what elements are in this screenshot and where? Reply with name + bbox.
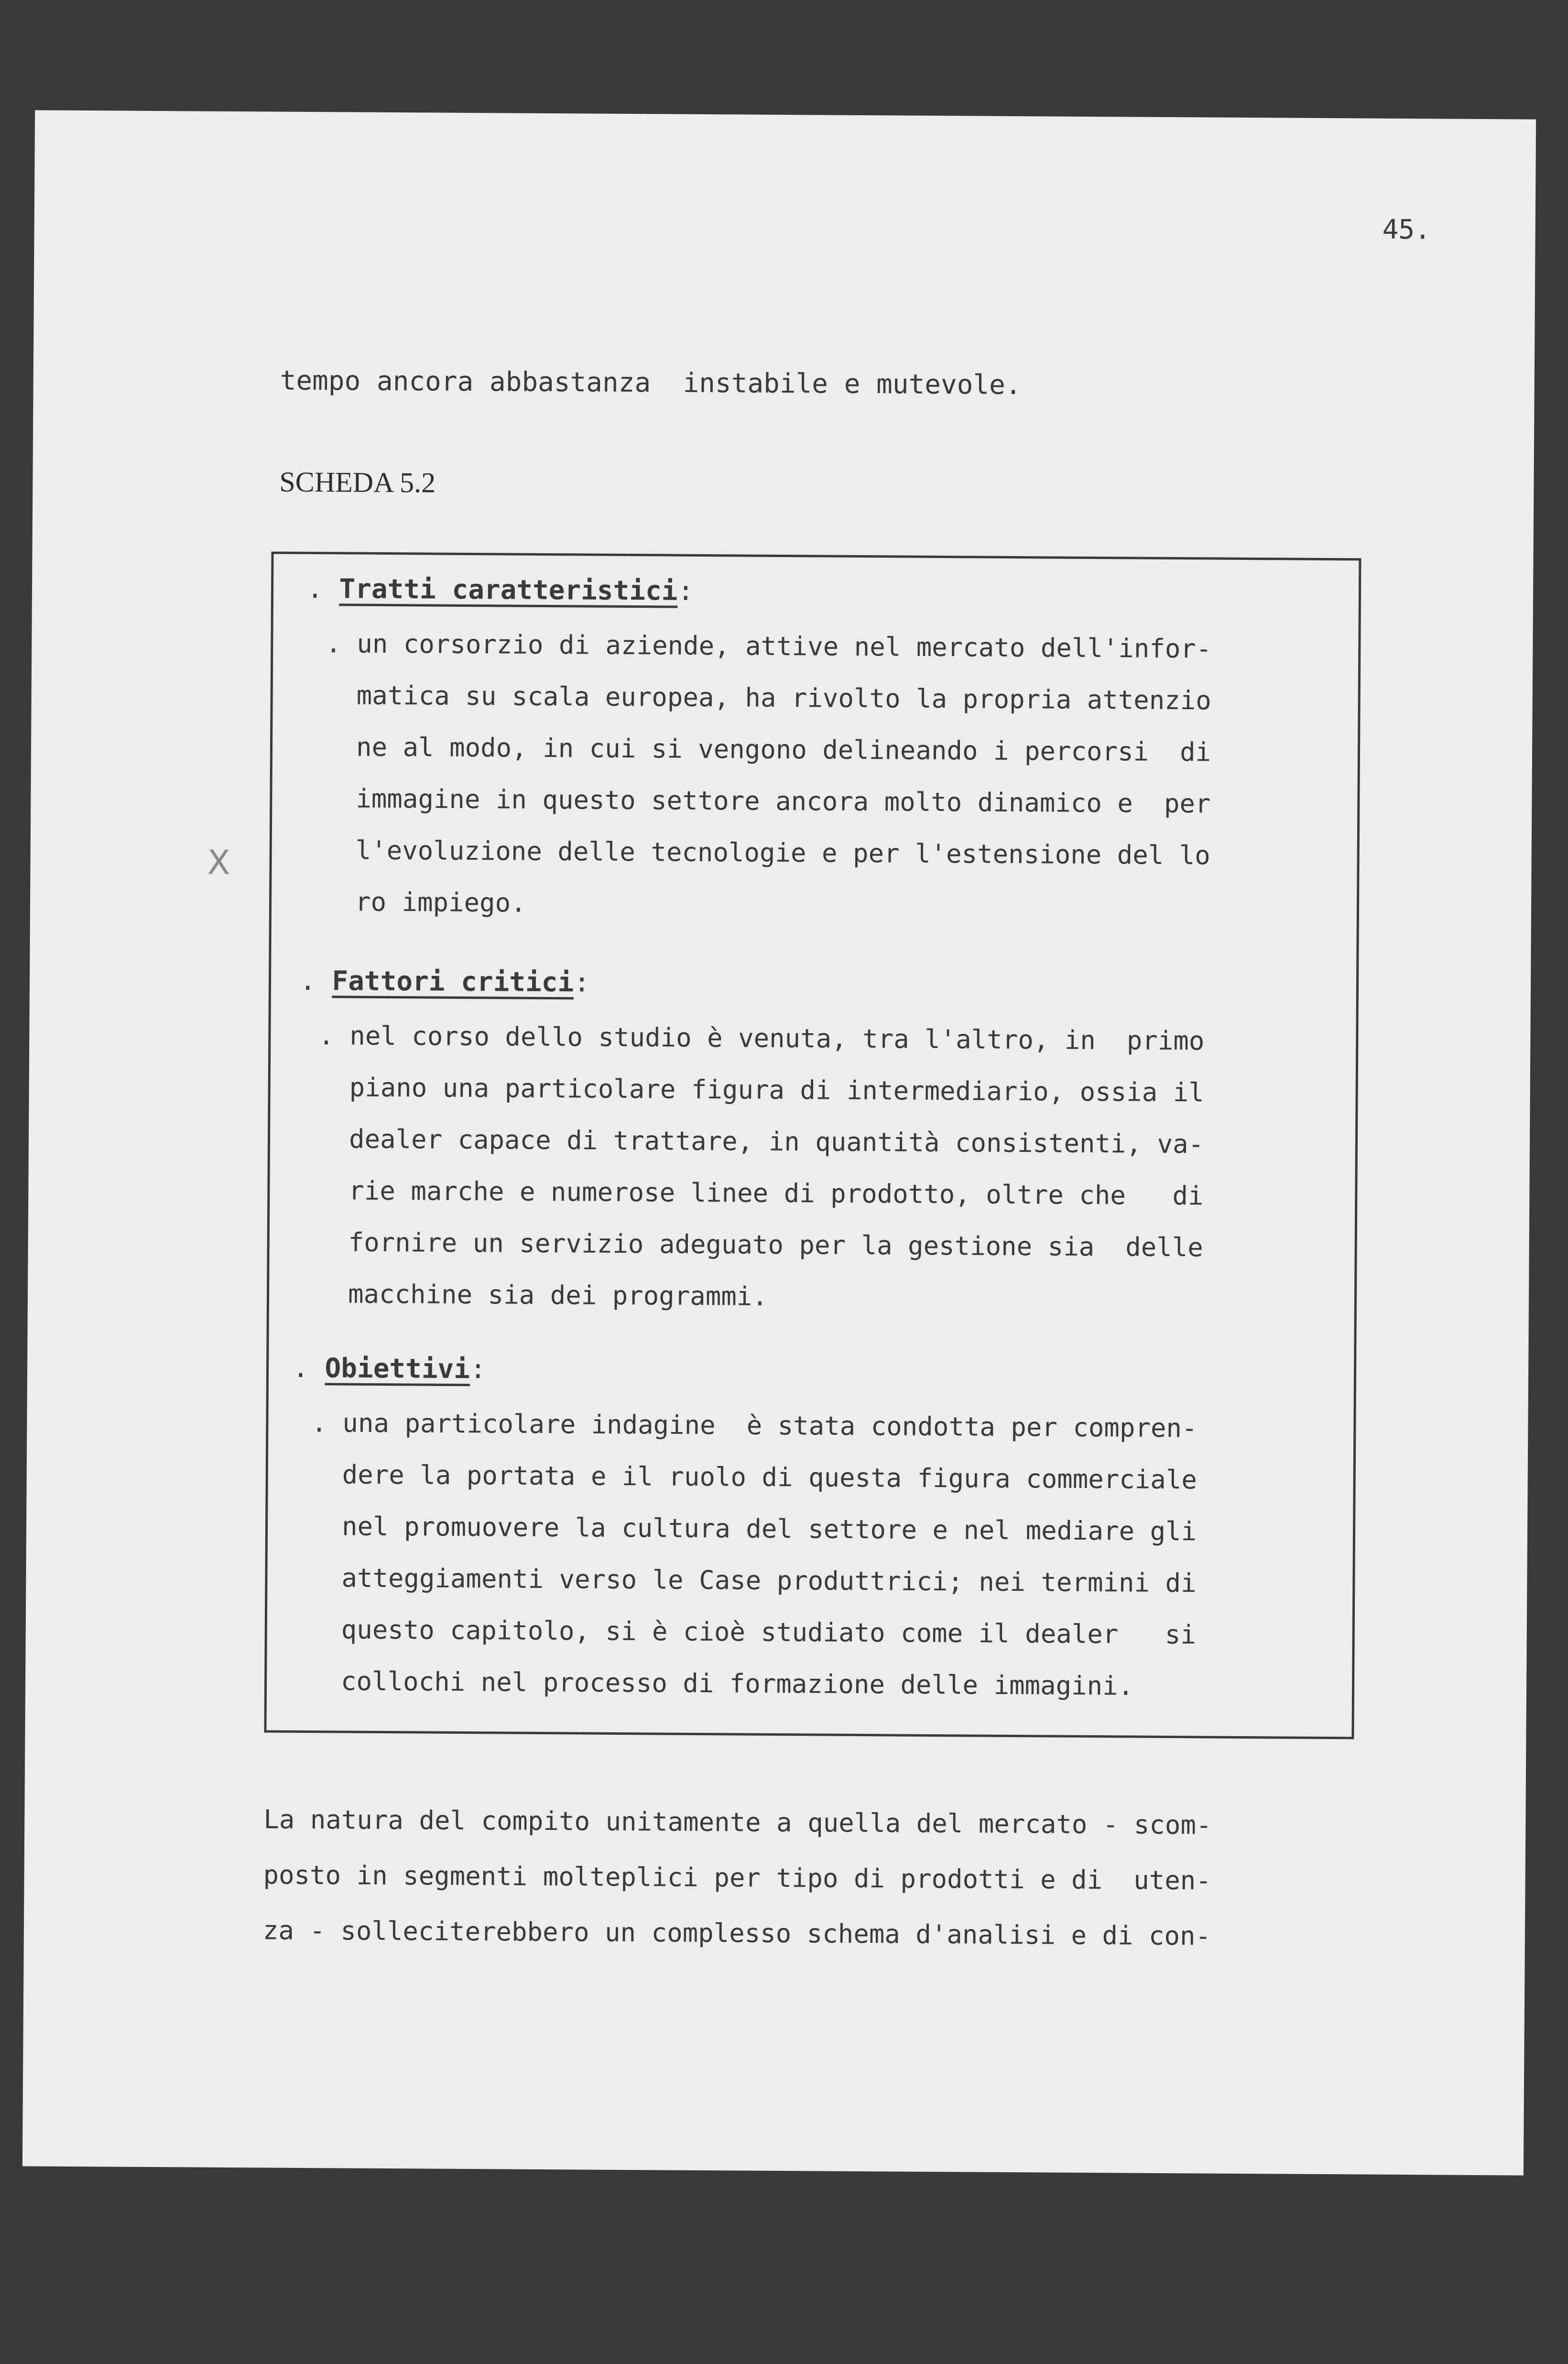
text-line: questo capitolo, si è cioè studiato come il dealer si <box>310 1614 1197 1650</box>
section-tratti-text <box>324 628 1212 943</box>
text-line: rie marche e numerose linee di prodotto, oltre che di <box>317 1175 1204 1211</box>
page-number: 45. <box>1382 214 1431 246</box>
text-line: collochi nel processo di formazione delle immagini. <box>309 1666 1134 1701</box>
section-fattori <box>300 965 590 998</box>
section-colon: : <box>469 1354 486 1385</box>
section-title: Tratti caratteristici <box>339 573 678 607</box>
text-line: posto in segmenti molteplici per tipo di prodotti e di uten- <box>263 1860 1211 1896</box>
section-bullet: . <box>306 573 339 605</box>
text-line: matica su scala europea, ha rivolto la propria attenzio <box>325 680 1211 716</box>
section-bullet: . <box>292 1352 325 1384</box>
text-line: atteggiamenti verso le Case produttrici; nei termini di <box>310 1563 1197 1598</box>
section-colon: : <box>677 575 694 607</box>
body-paragraph <box>262 1804 1211 1976</box>
document-page <box>22 110 1536 2175</box>
text-line: l'evoluzione delle tecnologie e per l'estensione del lo <box>324 835 1211 871</box>
section-tratti <box>307 573 694 607</box>
text-line: ro impiego. <box>324 886 526 918</box>
section-colon: : <box>574 967 590 998</box>
intro-line: tempo ancora abbastanza instabile e mutevole. <box>280 365 1022 401</box>
text-line: ne al modo, in cui si vengono delineando i percorsi di <box>325 732 1211 767</box>
text-line: za - solleciterebbero un complesso schema d'analisi e di con- <box>262 1915 1211 1951</box>
section-obiettivi <box>293 1353 486 1385</box>
section-title: Obiettivi <box>325 1353 470 1385</box>
text-line: . nel corso dello studio è venuta, tra l'altro, in primo <box>318 1020 1205 1056</box>
text-line: . una particolare indagine è stata condotta per compren- <box>311 1408 1198 1444</box>
section-obiettivi-text <box>310 1408 1198 1723</box>
section-title: Fattori critici <box>332 965 574 998</box>
margin-mark: X <box>207 843 230 882</box>
text-line: piano una particolare figura di intermediario, ossia il <box>318 1072 1204 1108</box>
text-line: La natura del compito unitamente a quella del mercato - scom- <box>263 1804 1212 1840</box>
text-line: nel promuovere la cultura del settore e nel mediare gli <box>310 1511 1197 1547</box>
text-line: . un corsorzio di aziende, attive nel mercato dell'infor- <box>326 628 1212 664</box>
text-line: dealer capace di trattare, in quantità consistenti, va- <box>317 1124 1204 1160</box>
section-bullet: . <box>299 965 332 997</box>
text-line: dere la portata e il ruolo di questa figura commerciale <box>311 1459 1198 1495</box>
scheda-box <box>264 551 1361 1739</box>
scheda-heading: SCHEDA 5.2 <box>279 466 436 499</box>
text-line: immagine in questo settore ancora molto dinamico e per <box>325 783 1211 819</box>
text-line: fornire un servizio adeguato per la gestione sia delle <box>317 1227 1203 1263</box>
text-line: macchine sia dei programmi. <box>316 1279 768 1312</box>
section-fattori-text <box>317 1020 1205 1335</box>
